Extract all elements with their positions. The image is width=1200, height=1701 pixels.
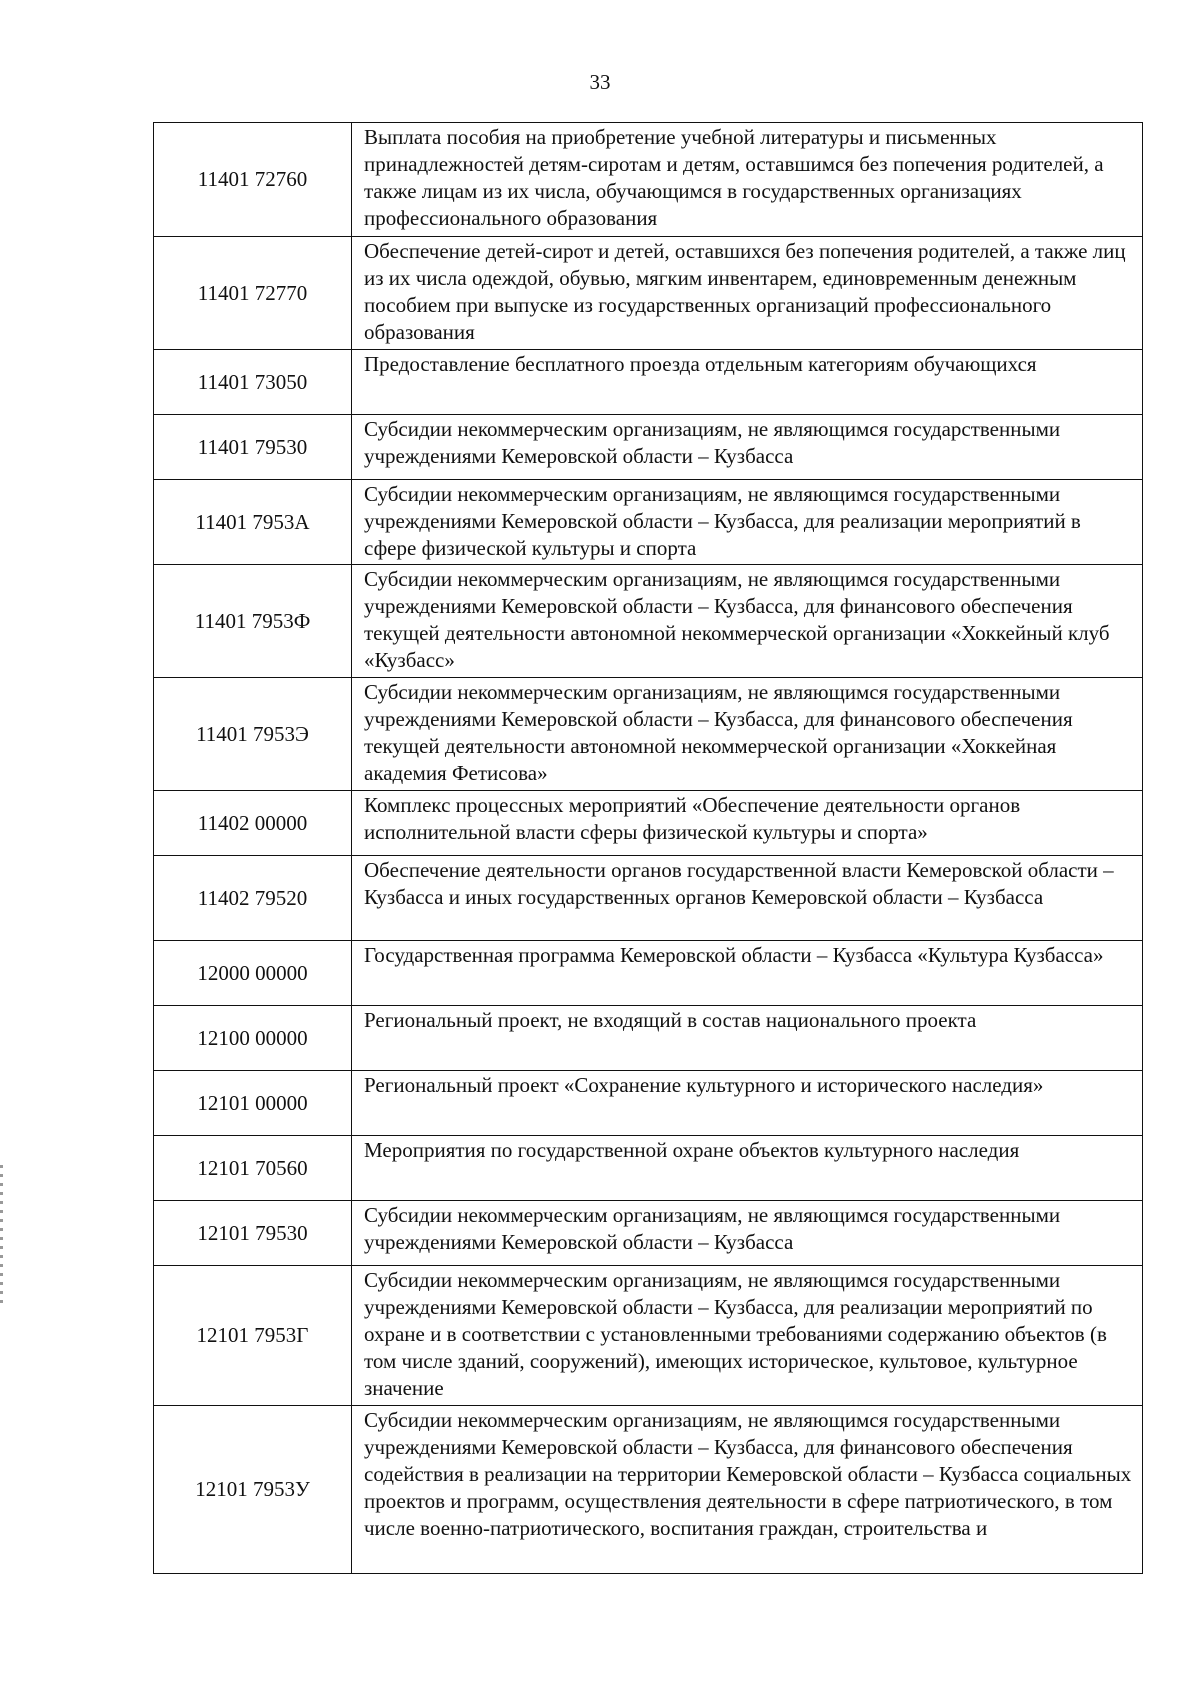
scan-edge-mark xyxy=(0,1165,3,1305)
description-cell: Субсидии некоммерческим организациям, не являющимся государственными учреждениями Кемеровской области – Кузбасса, для финансового обеспечения содействия в реализации на территории Кемеровской области – Кузбасса социальных проектов и программ, осуществления деятельности в сфере патриотического, в том числе военно-патриотического, воспитания граждан, строительства и xyxy=(352,1406,1143,1574)
description-cell: Комплекс процессных мероприятий «Обеспечение деятельности органов исполнительной власти сферы физической культуры и спорта» xyxy=(352,791,1143,856)
table-row xyxy=(154,1136,1143,1201)
code-cell: 11401 7953Ф xyxy=(154,565,352,678)
table-row xyxy=(154,1201,1143,1266)
table-row xyxy=(154,856,1143,941)
description-cell: Субсидии некоммерческим организациям, не являющимся государственными учреждениями Кемеровской области – Кузбасса xyxy=(352,1201,1143,1266)
description-cell: Субсидии некоммерческим организациям, не являющимся государственными учреждениями Кемеровской области – Кузбасса, для финансового обеспечения текущей деятельности автономной некоммерческой организации «Хоккейная академия Фетисова» xyxy=(352,678,1143,791)
code-cell: 12101 79530 xyxy=(154,1201,352,1266)
code-cell: 11401 73050 xyxy=(154,350,352,415)
table-row xyxy=(154,941,1143,1006)
table-row xyxy=(154,350,1143,415)
description-cell: Обеспечение деятельности органов государственной власти Кемеровской области – Кузбасса и иных государственных органов Кемеровской области – Кузбасса xyxy=(352,856,1143,941)
description-cell: Выплата пособия на приобретение учебной литературы и письменных принадлежностей детям-сиротам и детям, оставшимся без попечения родителей, а также лицам из их числа, обучающимся в государственных организациях профессионального образования xyxy=(352,123,1143,237)
table-row xyxy=(154,791,1143,856)
table-row xyxy=(154,123,1143,237)
budget-code-table xyxy=(153,122,1143,1574)
code-cell: 11401 7953Э xyxy=(154,678,352,791)
description-cell: Государственная программа Кемеровской области – Кузбасса «Культура Кузбасса» xyxy=(352,941,1143,1006)
table-row xyxy=(154,565,1143,678)
code-cell: 12101 70560 xyxy=(154,1136,352,1201)
code-cell: 12100 00000 xyxy=(154,1006,352,1071)
code-cell: 12101 00000 xyxy=(154,1071,352,1136)
description-cell: Субсидии некоммерческим организациям, не являющимся государственными учреждениями Кемеровской области – Кузбасса, для реализации мероприятий в сфере физической культуры и спорта xyxy=(352,480,1143,565)
table-row xyxy=(154,1006,1143,1071)
description-cell: Предоставление бесплатного проезда отдельным категориям обучающихся xyxy=(352,350,1143,415)
table-row xyxy=(154,678,1143,791)
code-cell: 12101 7953Г xyxy=(154,1266,352,1406)
code-cell: 12000 00000 xyxy=(154,941,352,1006)
code-cell: 11401 72770 xyxy=(154,237,352,350)
description-cell: Мероприятия по государственной охране объектов культурного наследия xyxy=(352,1136,1143,1201)
table-row xyxy=(154,1406,1143,1574)
code-cell: 12101 7953У xyxy=(154,1406,352,1574)
description-cell: Региональный проект, не входящий в состав национального проекта xyxy=(352,1006,1143,1071)
table-row xyxy=(154,1071,1143,1136)
code-cell: 11402 79520 xyxy=(154,856,352,941)
description-cell: Региональный проект «Сохранение культурного и исторического наследия» xyxy=(352,1071,1143,1136)
description-cell: Обеспечение детей-сирот и детей, оставшихся без попечения родителей, а также лиц из их числа одеждой, обувью, мягким инвентарем, единовременным денежным пособием при выпуске из государственных организаций профессионального образования xyxy=(352,237,1143,350)
code-cell: 11401 72760 xyxy=(154,123,352,237)
table-row xyxy=(154,237,1143,350)
table-row xyxy=(154,415,1143,480)
code-cell: 11401 79530 xyxy=(154,415,352,480)
table-row xyxy=(154,480,1143,565)
description-cell: Субсидии некоммерческим организациям, не являющимся государственными учреждениями Кемеровской области – Кузбасса, для финансового обеспечения текущей деятельности автономной некоммерческой организации «Хоккейный клуб «Кузбасс» xyxy=(352,565,1143,678)
description-cell: Субсидии некоммерческим организациям, не являющимся государственными учреждениями Кемеровской области – Кузбасса xyxy=(352,415,1143,480)
code-cell: 11401 7953А xyxy=(154,480,352,565)
page-number: 33 xyxy=(589,70,611,94)
code-cell: 11402 00000 xyxy=(154,791,352,856)
table-row xyxy=(154,1266,1143,1406)
description-cell: Субсидии некоммерческим организациям, не являющимся государственными учреждениями Кемеровской области – Кузбасса, для реализации мероприятий по охране и в соответствии с установленными требованиями содержанию объектов (в том числе зданий, сооружений), имеющих историческое, культовое, культурное значение xyxy=(352,1266,1143,1406)
